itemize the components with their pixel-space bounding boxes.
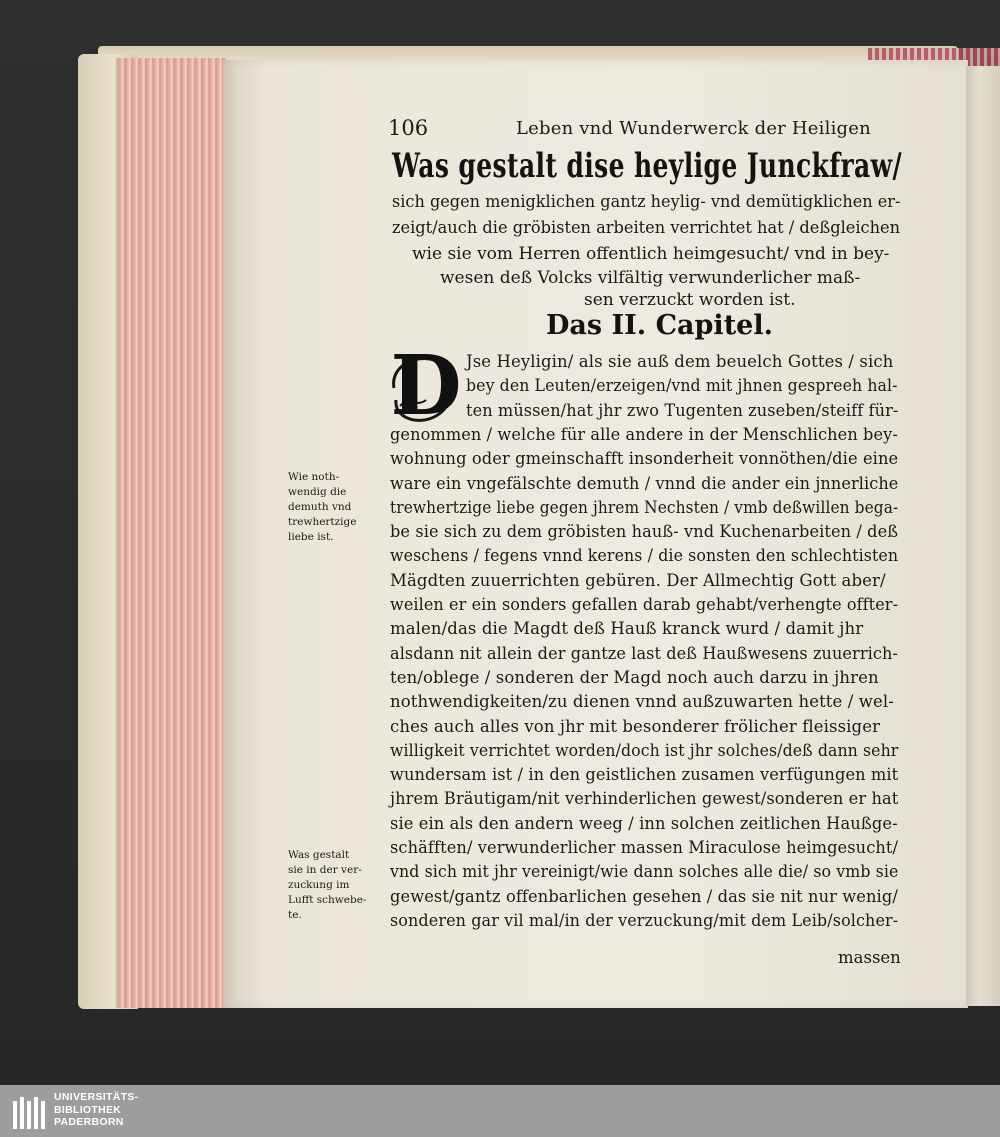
body-line: weschens / fegens vnnd kerens / die sonsten den schlechtisten bbox=[390, 546, 899, 566]
body-line: alsdann nit allein der gantze last deß Haußwesens zuuerrich- bbox=[390, 643, 898, 663]
page-number: 106 bbox=[388, 116, 429, 140]
margin-note-line: liebe ist. bbox=[288, 531, 334, 543]
margin-note-line: zuckung im bbox=[288, 879, 350, 891]
body-line: nothwendigkeiten/zu dienen vnnd außzuwarten hette / wel- bbox=[390, 692, 894, 712]
body-line: willigkeit verrichtet worden/doch ist jhr solches/deß dann sehr bbox=[390, 740, 899, 760]
margin-note-line: wendig die bbox=[288, 486, 347, 498]
chapter-heading: Was gestalt dise heylige Junckfraw/ bbox=[392, 146, 903, 186]
running-header: Leben vnd Wunderwerck der Heiligen bbox=[516, 118, 871, 139]
body-line: Mägdten zuuerrichten gebüren. Der Allmechtig Gott aber/ bbox=[390, 570, 886, 590]
body-line: wohnung oder gmeinschafft insonderheit vonnöthen/die eine bbox=[390, 449, 899, 469]
body-line: Jse Heyligin/ als sie auß dem beuelch Gottes / sich bbox=[466, 352, 894, 371]
library-name-line: PADERBORN bbox=[54, 1116, 124, 1128]
heading-line: sich gegen menigklichen gantz heylig- vnd demütigklichen er- bbox=[392, 192, 901, 212]
margin-note-line: sie in der ver- bbox=[288, 864, 362, 876]
margin-note bbox=[288, 848, 366, 923]
margin-note bbox=[288, 470, 356, 545]
heading-line: wesen deß Volcks vilfältig verwunderlicher maß- bbox=[440, 268, 861, 288]
body-line: sie ein als den andern weeg / inn solchen zeitlichen Haußge- bbox=[390, 813, 898, 833]
heading-line: zeigt/auch die gröbisten arbeiten verrichtet hat / deßgleichen bbox=[392, 218, 901, 238]
library-footer bbox=[0, 1085, 1000, 1137]
chapter-number: Das II. Capitel. bbox=[546, 310, 773, 341]
margin-note-line: te. bbox=[288, 909, 302, 921]
body-line: jhrem Bräutigam/nit verhinderlichen gewest/sonderen er hat bbox=[390, 789, 899, 809]
right-page-leaves bbox=[966, 66, 1000, 1006]
margin-note-line: demuth vnd bbox=[288, 501, 352, 513]
catchword: massen bbox=[838, 948, 901, 967]
body-line: be sie sich zu dem gröbisten hauß- vnd Kuchenarbeiten / deß bbox=[390, 522, 899, 542]
margin-note-line: Lufft schwebe- bbox=[288, 894, 367, 906]
body-line: bey den Leuten/erzeigen/vnd mit jhnen gespreeh hal- bbox=[466, 376, 898, 396]
margin-note-line: Was gestalt bbox=[288, 849, 350, 861]
heading-line: wie sie vom Herren offentlich heimgesucht/ vnd in bey- bbox=[412, 244, 890, 264]
body-line: wundersam ist / in den geistlichen zusamen verfügungen mit bbox=[390, 765, 899, 785]
library-name bbox=[54, 1091, 138, 1129]
body-line: genommen / welche für alle andere in der Menschlichen bey- bbox=[390, 424, 898, 444]
body-line: ten/oblege / sonderen der Magd noch auch darzu in jhren bbox=[390, 667, 879, 687]
margin-note-line: Wie noth- bbox=[288, 471, 340, 483]
body-line: sonderen gar vil mal/in der verzuckung/mit dem Leib/solcher- bbox=[390, 910, 899, 930]
body-line: schäfften/ verwunderlicher massen Miraculose heimgesucht/ bbox=[390, 838, 899, 857]
red-page-edges bbox=[116, 58, 226, 1008]
body-line: weilen er ein sonders gefallen darab gehabt/verhengte offter- bbox=[390, 595, 899, 614]
body-line: ware ein vngefälschte demuth / vnnd die ander ein jnnerliche bbox=[390, 473, 899, 493]
body-line: ches auch alles von jhr mit besonderer frölicher fleissiger bbox=[390, 716, 881, 736]
library-logo-icon bbox=[10, 1093, 48, 1131]
body-line: malen/das die Magdt deß Hauß kranck wurd / damit jhr bbox=[390, 619, 864, 639]
drop-cap: D bbox=[390, 338, 462, 434]
library-name-line: BIBLIOTHEK bbox=[54, 1103, 122, 1116]
body-line: vnd sich mit jhr vereinigt/wie dann solches alle die/ so vmb sie bbox=[390, 862, 899, 882]
heading-line: sen verzuckt worden ist. bbox=[584, 290, 796, 310]
body-line: trewhertzige liebe gegen jhrem Nechsten / vmb deßwillen bega- bbox=[390, 497, 899, 517]
library-name-line: UNIVERSITÄTS- bbox=[54, 1091, 139, 1103]
margin-note-line: trewhertzige bbox=[288, 516, 357, 528]
body-line: ten müssen/hat jhr zwo Tugenten zuseben/steiff für- bbox=[466, 400, 899, 420]
body-line: gewest/gantz offenbarlichen gesehen / das sie nit nur wenig/ bbox=[390, 886, 898, 906]
